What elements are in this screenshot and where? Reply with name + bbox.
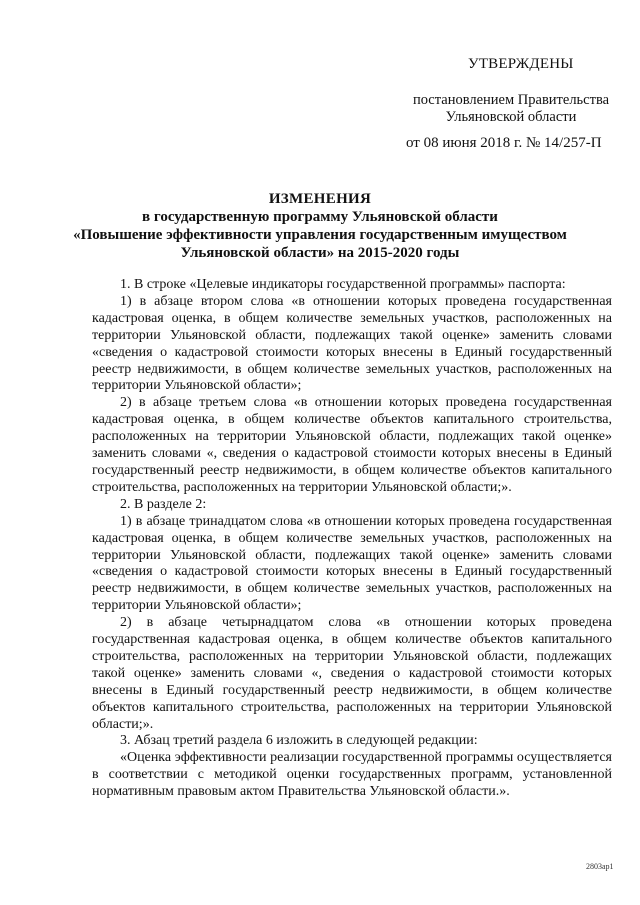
footer-code: 2803ар1 xyxy=(586,862,614,871)
document-title xyxy=(0,190,640,262)
paragraph-2: 1) в абзаце втором слова «в отношении которых проведена государственная кадастровая оценка, в общем количестве земельных участков, расположенных на территории Ульяновской области, подлежащих такой оценке» заменить словами «сведения о кадастровой стоимости которых внесены в Единый государственный реестр недвижимости, в общем количестве земельных участков, расположенных на территории Ульяновской области»; xyxy=(92,293,612,394)
decree-reference xyxy=(404,92,618,126)
title-line-3: «Повышение эффективности управления государственным имуществом xyxy=(73,227,567,243)
decree-line-2: Ульяновской области xyxy=(445,109,577,125)
document-body xyxy=(92,277,612,801)
paragraph-8: «Оценка эффективности реализации государственной программы осуществляется в соответствии с методикой оценки государственных программ, установленной нормативным правовым актом Правительства Ульяновской области.». xyxy=(92,750,612,800)
paragraph-7: 3. Абзац третий раздела 6 изложить в следующей редакции: xyxy=(120,733,478,749)
paragraph-4: 2. В разделе 2: xyxy=(120,496,207,512)
title-line-1: ИЗМЕНЕНИЯ xyxy=(268,191,372,207)
paragraph-5: 1) в абзаце тринадцатом слова «в отношении которых проведена государственная кадастровая оценка, в общем количестве земельных участков, расположенных на территории Ульяновской области, подлежащих такой оценке» заменить словами «сведения о кадастровой стоимости которых внесены в Единый государственный реестр недвижимости, в общем количестве земельных участков, расположенных на территории Ульяновской области»; xyxy=(92,513,612,614)
paragraph-6: 2) в абзаце четырнадцатом слова «в отношении которых проведена государственная кадастровая оценка, в общем количестве объектов капитального строительства, расположенных на территории Ульяновской области, подлежащих такой оценке» заменить словами «, сведения о кадастровой стоимости которых внесены в Единый государственный реестр недвижимости, в общем количестве объектов капитального строительства, расположенных на территории Ульяновской области;». xyxy=(92,615,612,732)
decree-date-number: от 08 июня 2018 г. № 14/257-П xyxy=(406,135,602,151)
approved-stamp: УТВЕРЖДЕНЫ xyxy=(468,56,574,72)
decree-line-1: постановлением Правительства xyxy=(412,92,610,108)
title-line-2: в государственную программу Ульяновской области xyxy=(142,209,498,225)
title-line-4: Ульяновской области» на 2015-2020 годы xyxy=(180,245,460,261)
paragraph-1: 1. В строке «Целевые индикаторы государственной программы» паспорта: xyxy=(120,277,566,292)
paragraph-3: 2) в абзаце третьем слова «в отношении которых проведена государственная кадастровая оценка, в общем количестве объектов капитального строительства, расположенных на территории Ульяновской области, подлежащих такой оценке» заменить словами «, сведения о кадастровой стоимости которых внесены в Единый государственный реестр недвижимости, в общем количестве объектов капитального строительства, расположенных на территории Ульяновской области;». xyxy=(92,395,612,495)
